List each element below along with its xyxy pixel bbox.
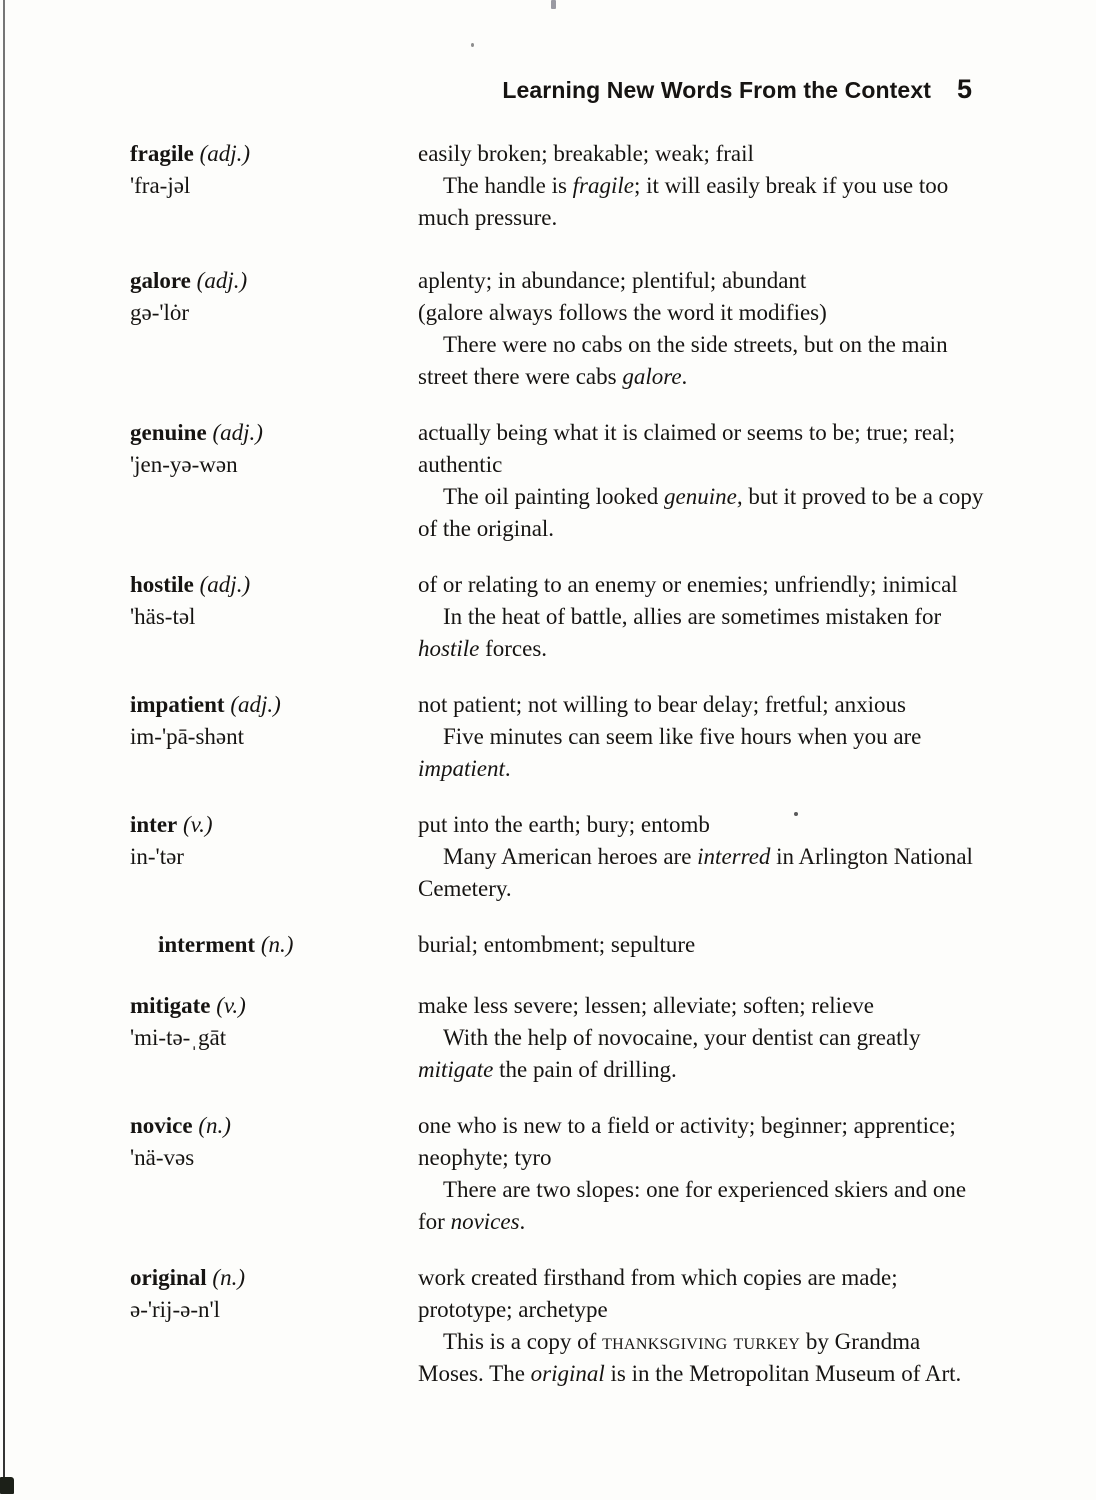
entry-example: This is a copy of thanksgiving turkey by Grandma Moses. The original is in the Metropolitan Museum of Art. (418, 1329, 962, 1386)
entry-part-of-speech: (adj.) (199, 141, 251, 166)
entry-part-of-speech: (adj.) (212, 420, 263, 445)
entry-definition-column (418, 1262, 990, 1390)
entry-headword-line (130, 569, 418, 601)
entry-term-column (130, 1262, 418, 1390)
entry-definition-column (418, 689, 990, 785)
entry-definition-column (418, 809, 990, 905)
entry-term-column (130, 929, 418, 961)
entry-term-column (130, 1110, 418, 1238)
entry-definition-column (418, 569, 990, 665)
entry-term-column (130, 417, 418, 545)
entry-pronunciation: 'jen-yə-wən (130, 452, 238, 477)
entry-definition: easily broken; breakable; weak; frail (418, 141, 754, 166)
entry-example: Five minutes can seem like five hours when you are impatient. (418, 724, 922, 781)
scan-artifact-speck (471, 43, 474, 47)
entry-definition: put into the earth; bury; entomb (418, 812, 710, 837)
entry-definition: burial; entombment; sepulture (418, 932, 696, 957)
entry-headword-line (130, 1262, 418, 1294)
entry-example: The oil painting looked genuine, but it proved to be a copy of the original. (418, 484, 984, 541)
entry-pronunciation: ə-'rij-ə-n'l (130, 1297, 221, 1322)
entry-headword-line (130, 138, 418, 170)
entry-part-of-speech: (n.) (198, 1113, 231, 1138)
entry-definition-column (418, 1110, 990, 1238)
dictionary-entry (130, 1110, 990, 1238)
running-header (0, 74, 972, 105)
entry-headword: impatient (130, 692, 225, 717)
entry-part-of-speech: (n.) (212, 1265, 245, 1290)
entry-headword: mitigate (130, 993, 211, 1018)
entry-definition: actually being what it is claimed or seems to be; true; real; authentic (418, 420, 956, 477)
entry-part-of-speech: (v.) (183, 812, 213, 837)
entry-example: The handle is fragile; it will easily break if you use too much pressure. (418, 173, 949, 230)
entry-definition-column (418, 417, 990, 545)
entry-definition-column (418, 929, 990, 961)
entry-definition-column (418, 138, 990, 234)
dictionary-entry (130, 138, 990, 234)
entry-headword-line (130, 1110, 418, 1142)
entry-headword-line (130, 265, 418, 297)
entry-headword: hostile (130, 572, 194, 597)
entry-pronunciation: 'häs-təl (130, 604, 196, 629)
scan-artifact-corner-blob (0, 1477, 14, 1494)
entry-example: There are two slopes: one for experienced skiers and one for novices. (418, 1177, 967, 1234)
scan-artifact-left-rule (3, 0, 5, 1490)
entry-part-of-speech: (n.) (260, 932, 294, 957)
entry-example: With the help of novocaine, your dentist can greatly mitigate the pain of drilling. (418, 1025, 921, 1082)
dictionary-entry (130, 417, 990, 545)
entry-definition: aplenty; in abundance; plentiful; abundant (418, 268, 807, 293)
entry-pronunciation: gə-'lȯr (130, 300, 190, 325)
entry-pronunciation: 'fra-jəl (130, 173, 191, 198)
entry-headword-line (130, 809, 418, 841)
entry-part-of-speech: (adj.) (230, 692, 281, 717)
entry-note: (galore always follows the word it modifies) (418, 300, 827, 325)
dictionary-entry (130, 569, 990, 665)
entry-term-column (130, 569, 418, 665)
dictionary-entry (130, 689, 990, 785)
entry-term-column (130, 990, 418, 1086)
entry-headword: galore (130, 268, 191, 293)
entry-pronunciation: in-'tər (130, 844, 184, 869)
entry-headword: fragile (130, 141, 194, 166)
entry-example: There were no cabs on the side streets, but on the main street there were cabs galore. (418, 332, 948, 389)
entry-term-column (130, 809, 418, 905)
entry-definition: of or relating to an enemy or enemies; unfriendly; inimical (418, 572, 958, 597)
entry-definition-column (418, 265, 990, 393)
dictionary-entry (130, 1262, 990, 1390)
entry-part-of-speech: (adj.) (196, 268, 248, 293)
dictionary-entry (130, 809, 990, 905)
entry-headword-line (158, 929, 418, 961)
entry-headword: interment (158, 932, 256, 957)
entry-headword: novice (130, 1113, 193, 1138)
entry-definition: one who is new to a field or activity; beginner; apprentice; neophyte; tyro (418, 1113, 956, 1170)
entry-headword-line (130, 990, 418, 1022)
entry-headword-line (130, 417, 418, 449)
entry-term-column (130, 689, 418, 785)
entry-definition-column (418, 990, 990, 1086)
dictionary-entry (130, 929, 990, 961)
chapter-title: Learning New Words From the Context (502, 77, 931, 103)
entry-headword: inter (130, 812, 178, 837)
entry-pronunciation: 'mi-tə-ˌgāt (130, 1025, 227, 1050)
page-number: 5 (956, 74, 972, 104)
entry-part-of-speech: (adj.) (199, 572, 251, 597)
entry-definition: work created firsthand from which copies are made; prototype; archetype (418, 1265, 898, 1322)
entry-part-of-speech: (v.) (216, 993, 246, 1018)
dictionary-entry (130, 265, 990, 393)
entry-definition: not patient; not willing to bear delay; fretful; anxious (418, 692, 906, 717)
entry-example: Many American heroes are interred in Arlington National Cemetery. (418, 844, 973, 901)
entry-example: In the heat of battle, allies are sometimes mistaken for hostile forces. (418, 604, 942, 661)
entry-term-column (130, 265, 418, 393)
entry-headword-line (130, 689, 418, 721)
dictionary-entry (130, 990, 990, 1086)
entries (130, 138, 990, 1414)
scan-artifact-top-tick (551, 0, 556, 9)
entry-headword: original (130, 1265, 207, 1290)
entry-term-column (130, 138, 418, 234)
entry-headword: genuine (130, 420, 207, 445)
entry-pronunciation: 'nä-vəs (130, 1145, 195, 1170)
entry-definition: make less severe; lessen; alleviate; soften; relieve (418, 993, 874, 1018)
entry-pronunciation: im-'pā-shənt (130, 724, 245, 749)
